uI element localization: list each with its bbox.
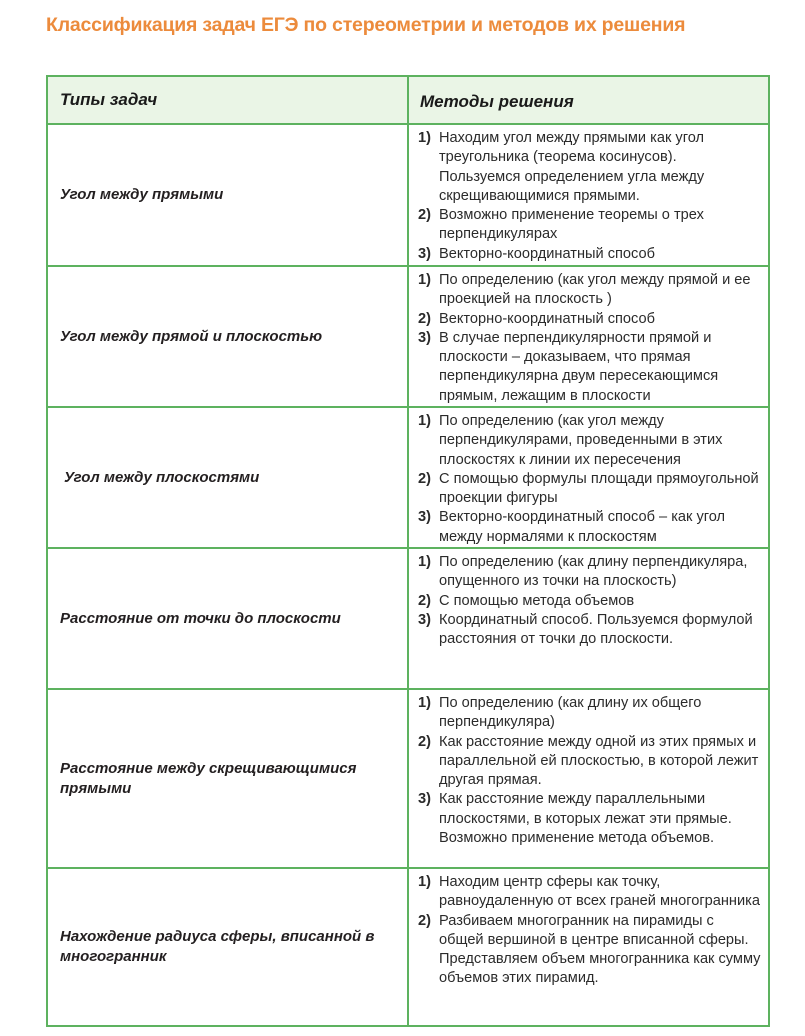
method-number: 1) <box>418 413 431 429</box>
method-text: Векторно-координатный способ – как угол между нормалями к плоскостям <box>439 509 726 545</box>
method-number: 2) <box>418 592 431 609</box>
task-type-cell <box>48 690 409 867</box>
task-type-cell <box>48 408 409 547</box>
task-type: Угол между прямыми <box>60 186 224 203</box>
method-number: 3) <box>418 329 431 346</box>
method-text: По определению (как длину их общего перпендикуляра) <box>439 695 702 731</box>
method-item <box>418 245 762 264</box>
methods-cell <box>409 408 768 547</box>
method-number: 2) <box>418 470 431 487</box>
classification-table <box>46 75 770 1027</box>
table-row <box>48 408 768 549</box>
task-type-cell <box>48 549 409 688</box>
task-type-cell <box>48 869 409 1025</box>
method-text: Разбиваем многогранник на пирамиды с общей вершиной в центре вписанной сферы. Представляем объем многогранника как сумму объемов этих пирамид. <box>439 912 761 987</box>
task-type: Нахождение радиуса сферы, вписанной в многогранник <box>60 928 375 965</box>
method-item <box>418 412 762 470</box>
method-number: 1) <box>418 130 431 146</box>
table-row <box>48 690 768 869</box>
task-type-cell <box>48 125 409 265</box>
method-text: С помощью формулы площади прямоугольной проекции фигуры <box>439 470 759 507</box>
method-text: Находим центр сферы как точку, равноудаленную от всех граней многогранника <box>439 874 760 910</box>
method-text: Как расстояние между одной из этих прямых и параллельной ей плоскостью, в которой лежит другая прямая. <box>439 733 759 789</box>
table-row <box>48 267 768 408</box>
methods-cell <box>409 125 768 265</box>
task-type-cell <box>48 267 409 406</box>
method-number: 2) <box>418 733 431 750</box>
method-number: 3) <box>418 611 431 628</box>
method-item <box>418 694 762 733</box>
method-text: По определению (как длину перпендикуляра, опущенного из точки на плоскость) <box>439 554 748 590</box>
methods-cell <box>409 869 768 1025</box>
method-item <box>418 310 762 329</box>
method-number: 2) <box>418 912 431 929</box>
task-type: Угол между прямой и плоскостью <box>60 327 323 345</box>
methods-list <box>418 271 762 406</box>
method-text: В случае перпендикулярности прямой и плоскости – доказываем, что прямая перпендикулярна двум пересекающимся прямым, лежащим в плоскости <box>439 329 719 404</box>
method-item <box>418 553 762 592</box>
table-row <box>48 869 768 1025</box>
table-header-row <box>48 77 768 125</box>
page-title: Классификация задач ЕГЭ по стереометрии и методов их решения <box>46 14 686 36</box>
method-item <box>418 873 762 912</box>
method-text: Находим угол между прямыми как угол треугольника (теорема косинусов). Пользуемся определением угла между скрещивающимися прямыми. <box>439 130 705 204</box>
method-number: 1) <box>418 695 431 711</box>
method-text: Как расстояние между параллельными плоскостями, в которых лежат эти прямые. Возможно применение метода объемов. <box>439 791 732 847</box>
method-text: Векторно-координатный способ <box>439 245 655 262</box>
methods-cell <box>409 690 768 867</box>
method-number: 1) <box>418 554 431 570</box>
method-number: 2) <box>418 207 431 224</box>
methods-list <box>418 129 762 264</box>
table-row <box>48 125 768 267</box>
method-text: Координатный способ. Пользуемся формулой расстояния от точки до плоскости. <box>439 611 753 648</box>
header-label: Методы решения <box>420 92 574 111</box>
method-text: Возможно применение теоремы о трех перпендикулярах <box>439 207 704 243</box>
method-item <box>418 912 762 989</box>
method-number: 1) <box>418 874 431 890</box>
methods-list <box>418 553 762 649</box>
task-type: Расстояние от точки до плоскости <box>60 609 341 627</box>
header-cell-types <box>48 77 409 123</box>
method-number: 3) <box>418 791 431 808</box>
method-item <box>418 129 762 206</box>
method-number: 2) <box>418 310 431 327</box>
method-text: С помощью метода объемов <box>439 592 635 609</box>
task-type: Расстояние между скрещивающимися прямыми <box>60 759 357 797</box>
method-text: Векторно-координатный способ <box>439 310 655 327</box>
methods-list <box>418 412 762 547</box>
method-number: 3) <box>418 245 431 262</box>
methods-cell <box>409 549 768 688</box>
method-item <box>418 790 762 848</box>
method-item <box>418 592 762 611</box>
header-label: Типы задач <box>60 90 158 109</box>
method-item <box>418 206 762 245</box>
methods-list <box>418 873 762 989</box>
header-cell-methods <box>409 77 768 123</box>
method-item <box>418 329 762 406</box>
methods-cell <box>409 267 768 406</box>
method-item <box>418 470 762 509</box>
table-row <box>48 549 768 690</box>
method-number: 3) <box>418 509 431 526</box>
method-item <box>418 508 762 547</box>
method-item <box>418 271 762 310</box>
method-item <box>418 733 762 791</box>
method-text: По определению (как угол между перпендикулярами, проведенными в этих плоскостях к линии их пересечения <box>439 413 723 468</box>
methods-list <box>418 694 762 848</box>
method-number: 1) <box>418 272 431 288</box>
method-text: По определению (как угол между прямой и ее проекцией на плоскость ) <box>439 272 751 308</box>
method-item <box>418 611 762 650</box>
task-type: Угол между плоскостями <box>64 468 260 486</box>
